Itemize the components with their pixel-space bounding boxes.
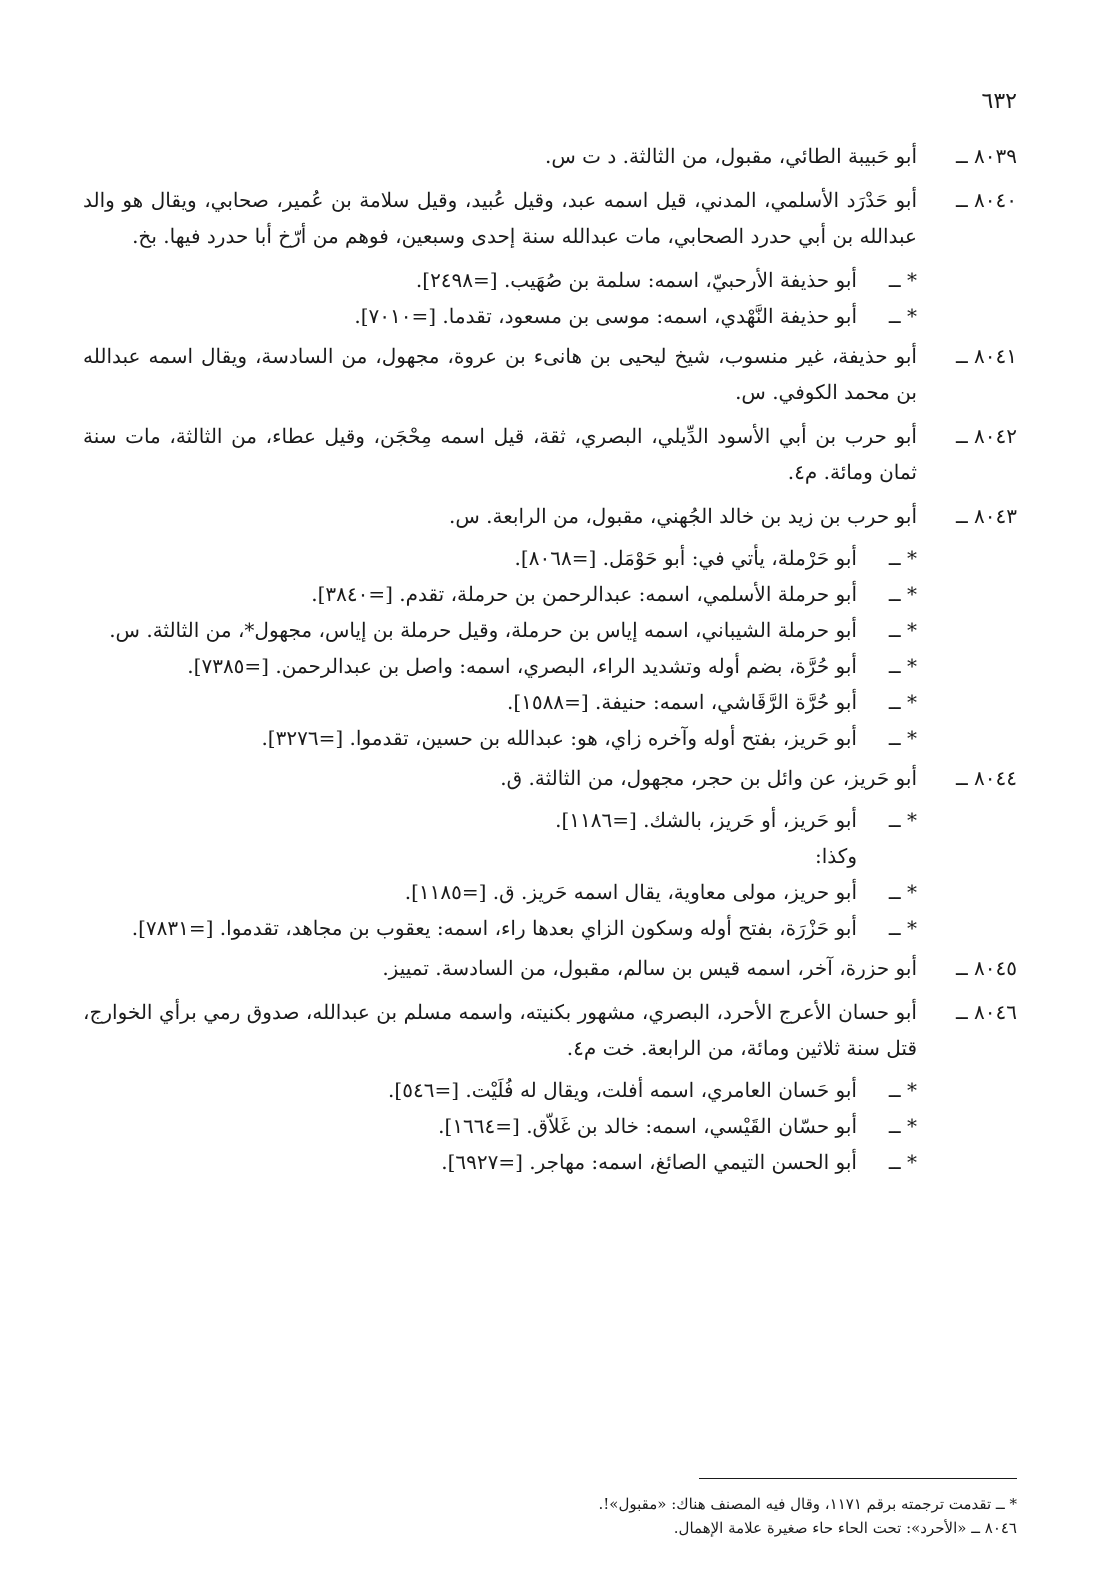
asterisk-marker: * ــ (888, 654, 917, 678)
cross-reference (83, 262, 1017, 298)
asterisk-marker: * ــ (888, 582, 917, 606)
cross-reference-text: أبو حذيفة النَّهْدي، اسمه: موسى بن مسعود، تقدما. [=٧٠١٠]. (354, 304, 857, 328)
entry-text: أبو حرب بن زيد بن خالد الجُهني، مقبول، من الرابعة. س. (449, 504, 917, 528)
connector-text: وكذا: (815, 844, 857, 868)
entry-text: أبو حَدْرَد الأسلمي، المدني، قيل اسمه عبد، وقيل عُبيد، وقيل سلامة بن عُمير، صحابي، ويقال هو والد عبدالله بن أبي حدرد الصحابي، مات عبدالله سنة إحدى وسبعين، فوهم من أرّخ أبا حدرد فيها. بخ. (83, 188, 917, 248)
cross-reference (83, 540, 1017, 576)
asterisk-marker: * ــ (888, 268, 917, 292)
cross-reference-text: أبو حرملة الشيباني، اسمه إياس بن حرملة، وقيل حرملة بن إياس، مجهول*، من الثالثة. س. (109, 618, 857, 642)
asterisk-marker: * ــ (888, 916, 917, 940)
asterisk-marker: * ــ (888, 726, 917, 750)
cross-reference (83, 874, 1017, 910)
entry-text: أبو حرب بن أبي الأسود الدِّيلي، البصري، ثقة، قيل اسمه مِحْجَن، وقيل عطاء، من الثالثة، مات سنة ثمان ومائة. م٤. (83, 424, 917, 484)
entry-number: ٨٠٣٩ ــ (955, 144, 1017, 168)
footnote: ٨٠٤٦ ــ «الأحرد»: تحت الحاء حاء صغيرة علامة الإهمال. (673, 1519, 1017, 1537)
cross-reference (83, 576, 1017, 612)
cross-reference-text: أبو حسّان القَيْسي، اسمه: خالد بن غَلاّق. [=١٦٦٤]. (438, 1114, 857, 1138)
asterisk-marker: * ــ (888, 690, 917, 714)
entry-text: أبو حَبيبة الطائي، مقبول، من الثالثة. د ت س. (545, 144, 917, 168)
cross-reference (83, 802, 1017, 838)
footnotes (83, 1492, 1017, 1540)
entry (83, 498, 1017, 534)
asterisk-marker: * ــ (888, 1150, 917, 1174)
asterisk-marker: * ــ (888, 546, 917, 570)
cross-reference-text: أبو حرملة الأسلمي، اسمه: عبدالرحمن بن حرملة، تقدم. [=٣٨٤٠]. (311, 582, 857, 606)
cross-reference-text: أبو حُرَّة الرَّقَاشي، اسمه: حنيفة. [=١٥٨٨]. (506, 690, 857, 714)
entry (83, 418, 1017, 490)
cross-reference (83, 1108, 1017, 1144)
entry-number: ٨٠٤٤ ــ (955, 766, 1017, 790)
entry-number: ٨٠٤٦ ــ (955, 1000, 1017, 1024)
asterisk-marker: * ــ (888, 880, 917, 904)
cross-reference-text: أبو حَزْرَة، بفتح أوله وسكون الزاي بعدها راء، اسمه: يعقوب بن مجاهد، تقدموا. [=٧٨٣١]. (131, 916, 857, 940)
cross-reference (83, 612, 1017, 648)
footnote: * ــ تقدمت ترجمته برقم ١١٧١، وقال فيه المصنف هناك: «مقبول»!. (598, 1495, 1017, 1513)
entry (83, 760, 1017, 796)
entry (83, 950, 1017, 986)
entry-text: أبو حَريز، عن وائل بن حجر، مجهول، من الثالثة. ق. (500, 766, 917, 790)
cross-reference-text: أبو حذيفة الأرحبيّ، اسمه: سلمة بن صُهَيب. [=٢٤٩٨]. (415, 268, 857, 292)
entry (83, 338, 1017, 410)
cross-reference (83, 1144, 1017, 1180)
entry-number: ٨٠٤١ ــ (955, 344, 1017, 368)
cross-reference-text: أبو الحسن التيمي الصائغ، اسمه: مهاجر. [=٦٩٢٧]. (441, 1150, 857, 1174)
entry-number: ٨٠٤٢ ــ (955, 424, 1017, 448)
cross-reference-text: أبو حُرَّة، بضم أوله وتشديد الراء، البصري، اسمه: واصل بن عبدالرحمن. [=٧٣٨٥]. (187, 654, 857, 678)
asterisk-marker: * ــ (888, 1078, 917, 1102)
asterisk-marker: * ــ (888, 1114, 917, 1138)
cross-reference (83, 648, 1017, 684)
entry (83, 138, 1017, 174)
cross-reference (83, 298, 1017, 334)
asterisk-marker: * ــ (888, 304, 917, 328)
asterisk-marker: * ــ (888, 808, 917, 832)
entries-list (83, 138, 1017, 1180)
cross-reference-text: أبو حريز، مولى معاوية، يقال اسمه حَريز. ق. [=١١٨٥]. (404, 880, 857, 904)
entry-number: ٨٠٤٠ ــ (955, 188, 1017, 212)
asterisk-marker: * ــ (888, 618, 917, 642)
entry-number: ٨٠٤٣ ــ (955, 504, 1017, 528)
cross-reference (83, 910, 1017, 946)
entry-text: أبو حذيفة، غير منسوب، شيخ ليحيى بن هانىء بن عروة، مجهول، من السادسة، ويقال اسمه عبدالله بن محمد الكوفي. س. (83, 344, 917, 404)
cross-reference (83, 720, 1017, 756)
entry (83, 182, 1017, 254)
footnote-divider (699, 1478, 1017, 1479)
entry-text: أبو حزرة، آخر، اسمه قيس بن سالم، مقبول، من السادسة. تمييز. (382, 956, 917, 980)
page-number: ٦٣٢ (981, 89, 1017, 114)
entry-number: ٨٠٤٥ ــ (955, 956, 1017, 980)
cross-reference-text: أبو حَريز، بفتح أوله وآخره زاي، هو: عبدالله بن حسين، تقدموا. [=٣٢٧٦]. (261, 726, 857, 750)
cross-reference (83, 684, 1017, 720)
cross-reference-text: أبو حَرْملة، يأتي في: أبو حَوْمَل. [=٨٠٦٨]. (514, 546, 857, 570)
entry-text: أبو حسان الأعرج الأحرد، البصري، مشهور بكنيته، واسمه مسلم بن عبدالله، صدوق رمي برأي الخوارج، قتل سنة ثلاثين ومائة، من الرابعة. خت م٤. (83, 1000, 917, 1060)
entry (83, 994, 1017, 1066)
cross-reference (83, 1072, 1017, 1108)
cross-reference-text: أبو حَسان العامري، اسمه أفلت، ويقال له فُلَيْت. [=٥٤٦]. (388, 1078, 857, 1102)
cross-reference-text: أبو حَريز، أو حَريز، بالشك. [=١١٨٦]. (555, 808, 857, 832)
